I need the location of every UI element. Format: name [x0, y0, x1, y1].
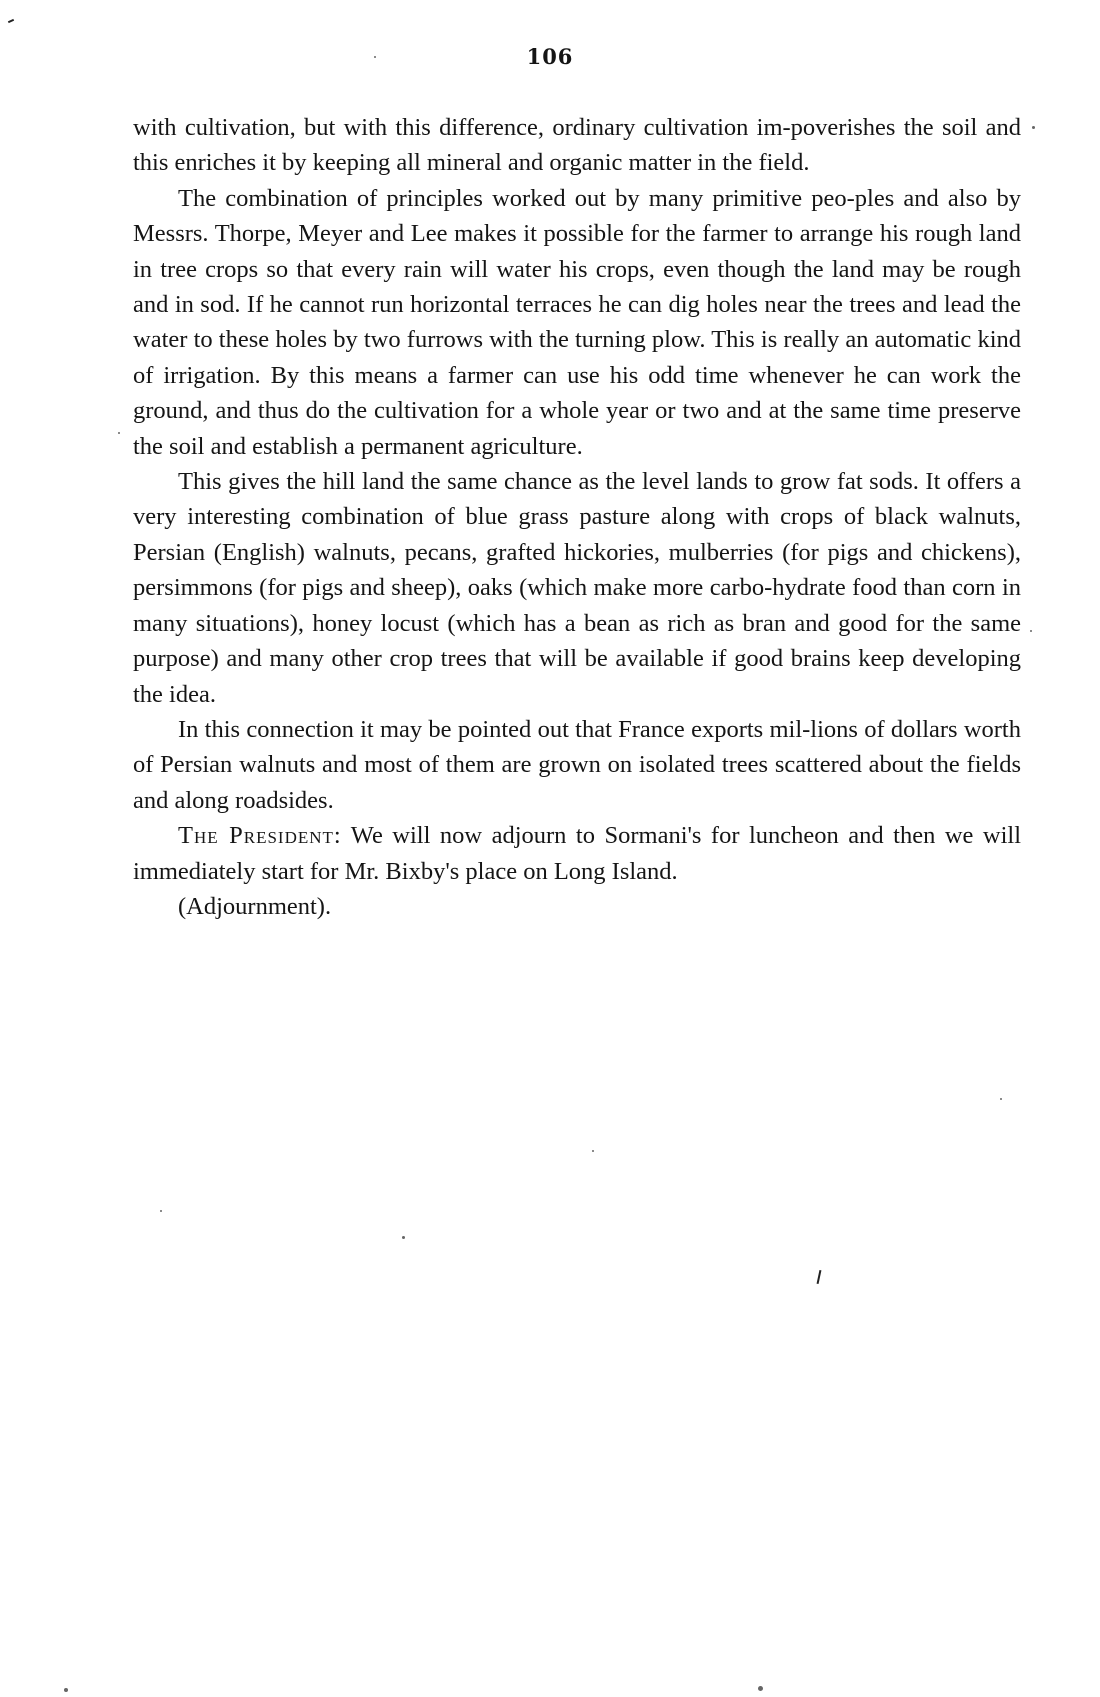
- paragraph-france-walnuts: In this connection it may be pointed out that France exports mil-lions of dollars worth of Persian walnuts and most of them are grown on isolated trees scattered about the fields and along roadsides.: [133, 715, 1021, 814]
- paragraph-adjournment: (Adjournment).: [178, 892, 332, 920]
- scan-speck: [374, 56, 376, 58]
- paragraph-principles: The combination of principles worked out by many primitive peo-ples and also by Messrs. Thorpe, Meyer and Lee makes it possible for the farmer to arrange his rough land in tree crops so that every rain will water his crops, even though the land may be rough and in sod. If he cannot run horizontal terraces he can dig holes near the trees and lead the water to these holes by two furrows with the turning plow. This is really an automatic kind of irrigation. By this means a farmer can use his odd time whenever he can work the ground, and thus do the cultivation for a whole year or two and at the same time preserve the soil and establish a permanent agriculture.: [133, 184, 1021, 460]
- paragraph-president: [133, 818, 1021, 889]
- scan-mark: [8, 19, 14, 23]
- paragraph-continued: with cultivation, but with this difference, ordinary cultivation im-poverishes the soil and this enriches it by keeping all mineral and organic matter in the field.: [133, 114, 1021, 177]
- paragraph-hill-land: This gives the hill land the same chance as the level lands to grow fat sods. It offers a very interesting combination of blue grass pasture along with crops of black walnuts, Persian (English) walnuts, pecans, grafted hickories, mulberries (for pigs and chickens), persimmons (for pigs and sheep), oaks (which make more carbo-hydrate food than corn in many situations), honey locust (which has a bean as rich as bran and good for the same purpose) and many other crop trees that will be available if good brains keep developing the idea.: [133, 468, 1021, 708]
- scan-speck: [160, 1210, 162, 1212]
- scan-speck: [592, 1150, 594, 1152]
- speaker-speech: We will now adjourn to Sormani's for luncheon and then we will immediately start for Mr. Bixby's place on Long Island.: [133, 822, 1021, 885]
- scan-speck: [1032, 126, 1035, 129]
- speaker-name: The President:: [178, 822, 342, 850]
- scan-speck: [118, 432, 120, 434]
- scan-speck: [402, 1236, 405, 1239]
- scan-speck: [64, 1688, 68, 1692]
- page-number: 106: [526, 44, 574, 69]
- scan-mark: [817, 1270, 822, 1284]
- body-text: [133, 110, 1021, 924]
- scan-speck: [1030, 630, 1032, 632]
- scan-speck: [758, 1686, 763, 1691]
- scan-speck: [1000, 1098, 1002, 1100]
